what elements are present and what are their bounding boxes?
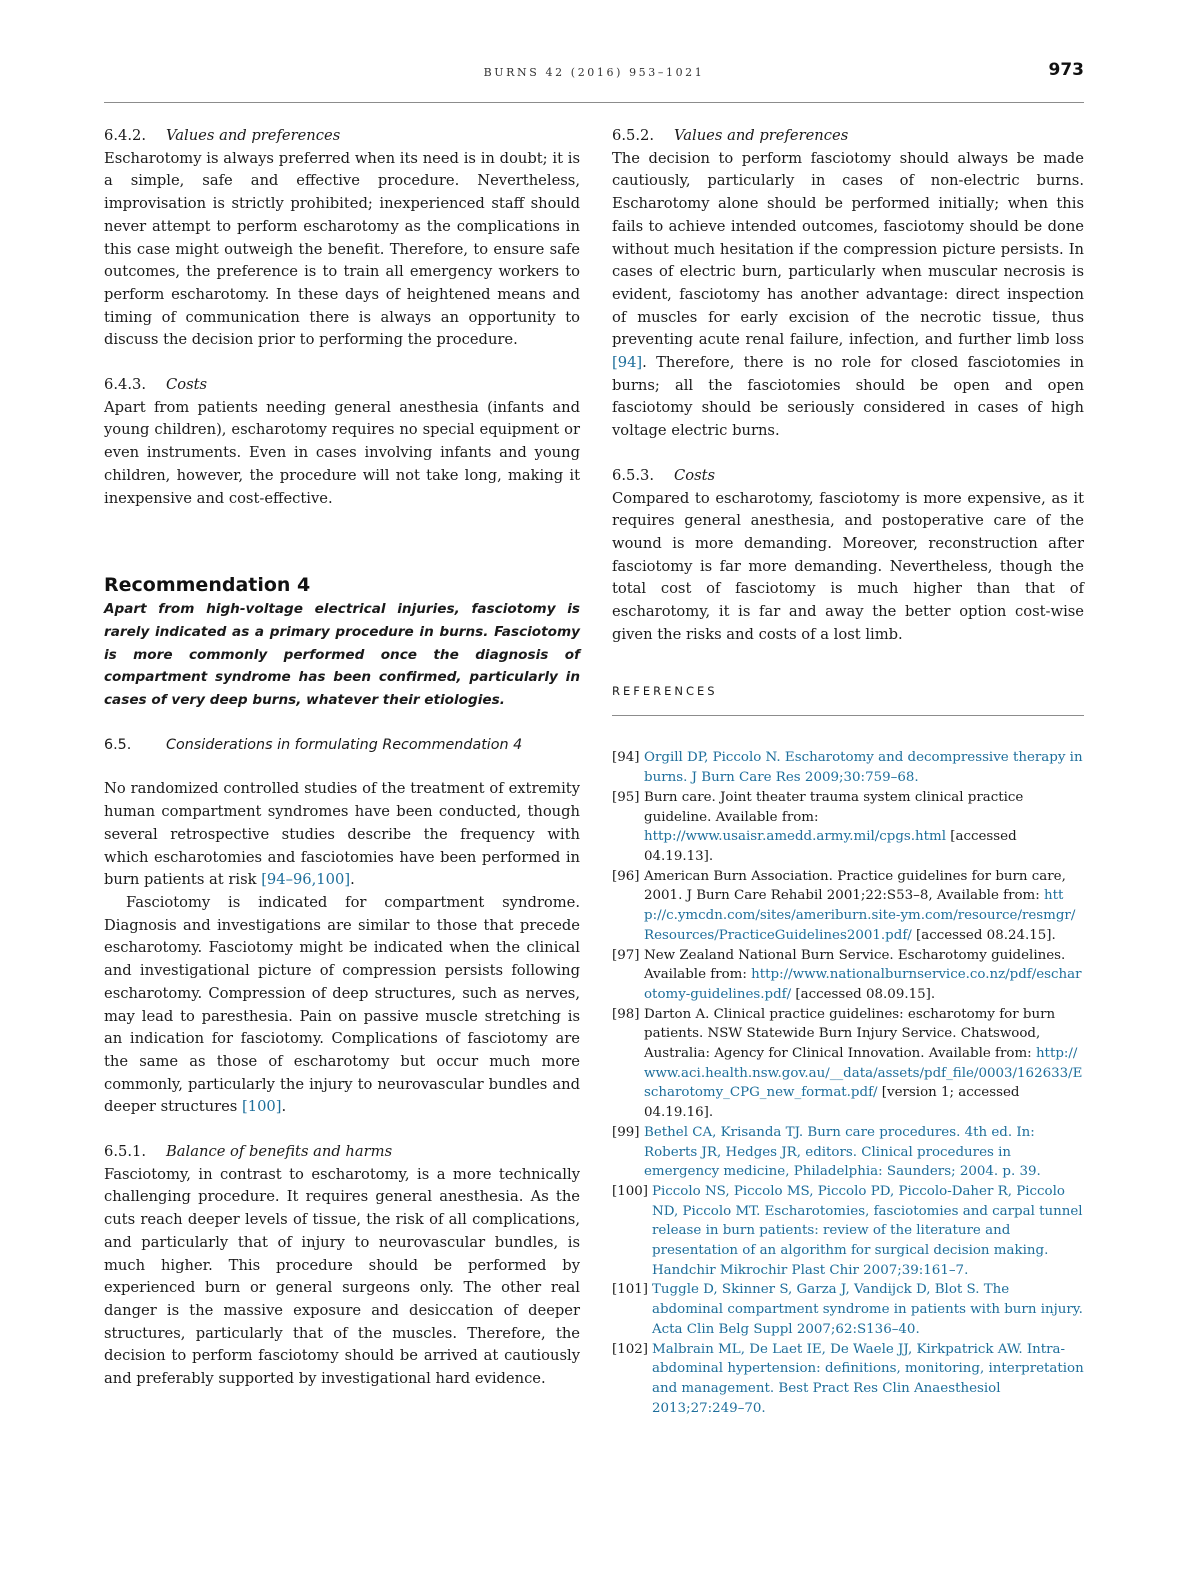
citation-link[interactable]: [94] xyxy=(612,354,643,372)
paragraph-text: . Therefore, there is no role for closed fasciotomies in burns; all the fasciotomies should be open and open fasciotomy should be seriously considered in cases of high voltage electric burns. xyxy=(612,354,1084,440)
right-column xyxy=(612,125,1084,1418)
reference-item xyxy=(612,946,1084,1005)
left-column xyxy=(104,125,580,1391)
reference-text xyxy=(652,1340,1084,1419)
reference-item xyxy=(612,1280,1084,1339)
reference-text xyxy=(644,748,1084,787)
reference-access: [accessed 08.09.15]. xyxy=(791,986,936,1002)
paragraph xyxy=(104,892,580,1119)
section-number: 6.4.2. xyxy=(104,127,147,144)
paragraph-text: Fasciotomy is indicated for compartment syndrome. Diagnosis and investigations are similar to those that precede escharotomy. Fasciotomy might be indicated when the clinical and investigational picture of compression persists following escharotomy. Compression of deep structures, such as nerves, may lead to paresthesia. Pain on passive muscle stretching is an indication for fasciotomy. Complications of fasciotomy are the same as those of escharotomy but occur much more commonly, particularly the injury to neurovascular bundles and deeper structures xyxy=(104,893,580,1116)
reference-item xyxy=(612,1182,1084,1281)
reference-text xyxy=(644,788,1084,867)
section-number: 6.5.2. xyxy=(612,127,655,144)
reference-number: [96] xyxy=(612,868,640,884)
paragraph-text: The decision to perform fasciotomy should always be made cautiously, particularly in cases of non-electric burns. Escharotomy alone should be performed initially; when this fails to achieve intended outcomes, fasciotomy should be done without much hesitation if the compression picture persists. In cases of electric burn, particularly when muscular necrosis is evident, fasciotomy has another advantage: direct inspection of muscles for early excision of the necrotic tissue, thus preventing acute renal failure, infection, and further limb loss xyxy=(612,149,1084,349)
section-title: Balance of benefits and harms xyxy=(166,1143,393,1161)
reference-text xyxy=(644,867,1084,946)
reference-item xyxy=(612,1005,1084,1123)
reference-link[interactable]: http://c.ymcdn.com/sites/ameriburn.site-ym.com/resource/resmgr/Resources/PracticeGuidelines2001.pdf/ xyxy=(644,888,1076,943)
reference-text xyxy=(652,1182,1084,1281)
section-title: Costs xyxy=(674,466,716,484)
reference-link[interactable]: Orgill DP, Piccolo N. Escharotomy and decompressive therapy in burns. J Burn Care Res 2009;30:759–68. xyxy=(644,750,1083,786)
paragraph: Escharotomy is always preferred when its need is in doubt; it is a simple, safe and effective procedure. Nevertheless, improvisation is strictly prohibited; inexperienced staff should never attempt to perform escharotomy as the complications in this case might outweigh the benefit. Therefore, to ensure safe outcomes, the preference is to train all emergency workers to perform escharotomy. In these days of heightened means and timing of communication there is always an opportunity to discuss the decision prior to performing the procedure. xyxy=(104,149,580,349)
reference-text xyxy=(644,1005,1084,1123)
reference-access: [version 1; accessed 04.19.16]. xyxy=(644,1085,1020,1121)
reference-access: [accessed 08.24.15]. xyxy=(911,927,1056,943)
page-header xyxy=(104,56,1084,103)
page-number: 973 xyxy=(1048,60,1084,80)
reference-link[interactable]: Malbrain ML, De Laet IE, De Waele JJ, Kirkpatrick AW. Intra-abdominal hypertension: definitions, monitoring, interpretation and management. Best Pract Res Clin Anaesthesiol 2013;27:249–70. xyxy=(652,1341,1084,1416)
reference-number: [95] xyxy=(612,789,640,805)
reference-number: [94] xyxy=(612,750,640,766)
section-heading-6-4-3 xyxy=(104,374,580,397)
section-title: Values and preferences xyxy=(166,127,341,144)
section-number: 6.5.1. xyxy=(104,1143,147,1161)
reference-link[interactable]: http://www.nationalburnservice.co.nz/pdf/escharotomy-guidelines.pdf/ xyxy=(644,967,1082,1002)
section-number: 6.5.3. xyxy=(612,466,655,484)
paragraph: Compared to escharotomy, fasciotomy is more expensive, as it requires general anesthesia, and postoperative care of the wound is more demanding. Moreover, reconstruction after fasciotomy is far more demanding. Nevertheless, though the total cost of fasciotomy is much higher than that of escharotomy, it is far and away the better option cost-wise given the risks and costs of a lost limb. xyxy=(612,489,1084,643)
section-title: Values and preferences xyxy=(674,127,849,144)
reference-link[interactable]: http://www.aci.health.nsw.gov.au/__data/assets/pdf_file/0003/162633/Escharotomy_CPG_new_format.pdf/ xyxy=(644,1046,1083,1101)
reference-body: Burn care. Joint theater trauma system clinical practice guideline. Available from: xyxy=(644,789,1024,825)
paragraph-text: No randomized controlled studies of the treatment of extremity human compartment syndromes have been conducted, though several retrospective studies describe the frequency with which escharotomies and fasciotomies have been performed in burn patients at risk xyxy=(104,780,580,889)
reference-body: American Burn Association. Practice guidelines for burn care, 2001. J Burn Care Rehabil 2001;22:S53–8, Available from: xyxy=(644,868,1066,904)
paragraph xyxy=(104,778,580,892)
reference-access: [accessed 04.19.13]. xyxy=(644,829,1017,864)
reference-item xyxy=(612,788,1084,867)
section-heading-6-5-1 xyxy=(104,1141,580,1164)
reference-body: Darton A. Clinical practice guidelines: escharotomy for burn patients. NSW Statewide Burn Injury Service. Chatswood, Australia: Agency for Clinical Innovation. Available from: xyxy=(644,1006,1056,1062)
paragraph-end: . xyxy=(350,871,355,889)
citation-link[interactable]: [94–96,100] xyxy=(261,871,351,889)
reference-number: [100] xyxy=(612,1183,649,1199)
section-heading-6-5-3 xyxy=(612,465,1084,488)
reference-item xyxy=(612,867,1084,946)
section-number: 6.5. xyxy=(104,736,132,753)
reference-number: [99] xyxy=(612,1124,640,1140)
section-heading-6-5 xyxy=(104,734,580,757)
reference-body: New Zealand National Burn Service. Escharotomy guidelines. Available from: xyxy=(644,947,1066,983)
reference-link[interactable]: Tuggle D, Skinner S, Garza J, Vandijck D, Blot S. The abdominal compartment syndrome in patients with burn injury. Acta Clin Belg Suppl 2007;62:S136–40. xyxy=(652,1282,1083,1337)
section-title: Considerations in formulating Recommendation 4 xyxy=(166,736,523,753)
section-title: Costs xyxy=(166,376,208,394)
reference-item xyxy=(612,1123,1084,1182)
reference-text xyxy=(652,1280,1084,1339)
reference-text xyxy=(644,946,1084,1005)
reference-link[interactable]: http://www.usaisr.amedd.army.mil/cpgs.html xyxy=(644,829,947,845)
section-number: 6.4.3. xyxy=(104,376,147,394)
section-heading-6-5-2 xyxy=(612,125,1084,148)
references-heading: REFERENCES xyxy=(612,684,1084,716)
reference-list xyxy=(612,748,1084,1418)
paragraph: Apart from patients needing general anesthesia (infants and young children), escharotomy requires no special equipment or even instruments. Even in cases involving infants and young children, however, the procedure will not take long, making it inexpensive and cost-effective. xyxy=(104,398,580,507)
paragraph: Fasciotomy, in contrast to escharotomy, is a more technically challenging procedure. It requires general anesthesia. As the cuts reach deeper levels of tissue, the risk of all complications, and particularly that of injury to neurovascular bundles, is much higher. This procedure should be performed by experienced burn or general surgeons only. The other real danger is the massive exposure and desiccation of deeper structures, particularly that of the muscles. Therefore, the decision to perform fasciotomy should be arrived at cautiously and preferably supported by investigational hard evidence. xyxy=(104,1165,580,1388)
recommendation-text: Apart from high-voltage electrical injuries, fasciotomy is rarely indicated as a primary procedure in burns. Fasciotomy is more commonly performed once the diagnosis of compartment syndrome has been confirmed, particularly in cases of very deep burns, whatever their etiologies. xyxy=(104,601,580,709)
reference-link[interactable]: Piccolo NS, Piccolo MS, Piccolo PD, Piccolo-Daher R, Piccolo ND, Piccolo MT. Escharotomies, fasciotomies and carpal tunnel release in burn patients: review of the literature and presentation of an algorithm for surgical decision making. Handchir Mikrochir Plast Chir 2007;39:161–7. xyxy=(652,1183,1083,1278)
reference-item xyxy=(612,1340,1084,1419)
recommendation-title: Recommendation 4 xyxy=(104,574,311,597)
paragraph xyxy=(612,148,1084,443)
reference-number: [97] xyxy=(612,947,640,963)
reference-item xyxy=(612,748,1084,787)
reference-text xyxy=(644,1123,1084,1182)
reference-number: [98] xyxy=(612,1006,640,1022)
reference-number: [102] xyxy=(612,1341,649,1357)
paragraph-end: . xyxy=(281,1098,287,1116)
citation-link[interactable]: [100] xyxy=(242,1098,282,1116)
reference-number: [101] xyxy=(612,1282,649,1298)
running-head: BURNS 42 (2016) 953–1021 xyxy=(483,66,705,79)
reference-link[interactable]: Bethel CA, Krisanda TJ. Burn care procedures. 4th ed. In: Roberts JR, Hedges JR, editors. Clinical procedures in emergency medicine, Philadelphia: Saunders; 2004. p. 39. xyxy=(644,1124,1041,1180)
section-heading-6-4-2 xyxy=(104,125,580,148)
